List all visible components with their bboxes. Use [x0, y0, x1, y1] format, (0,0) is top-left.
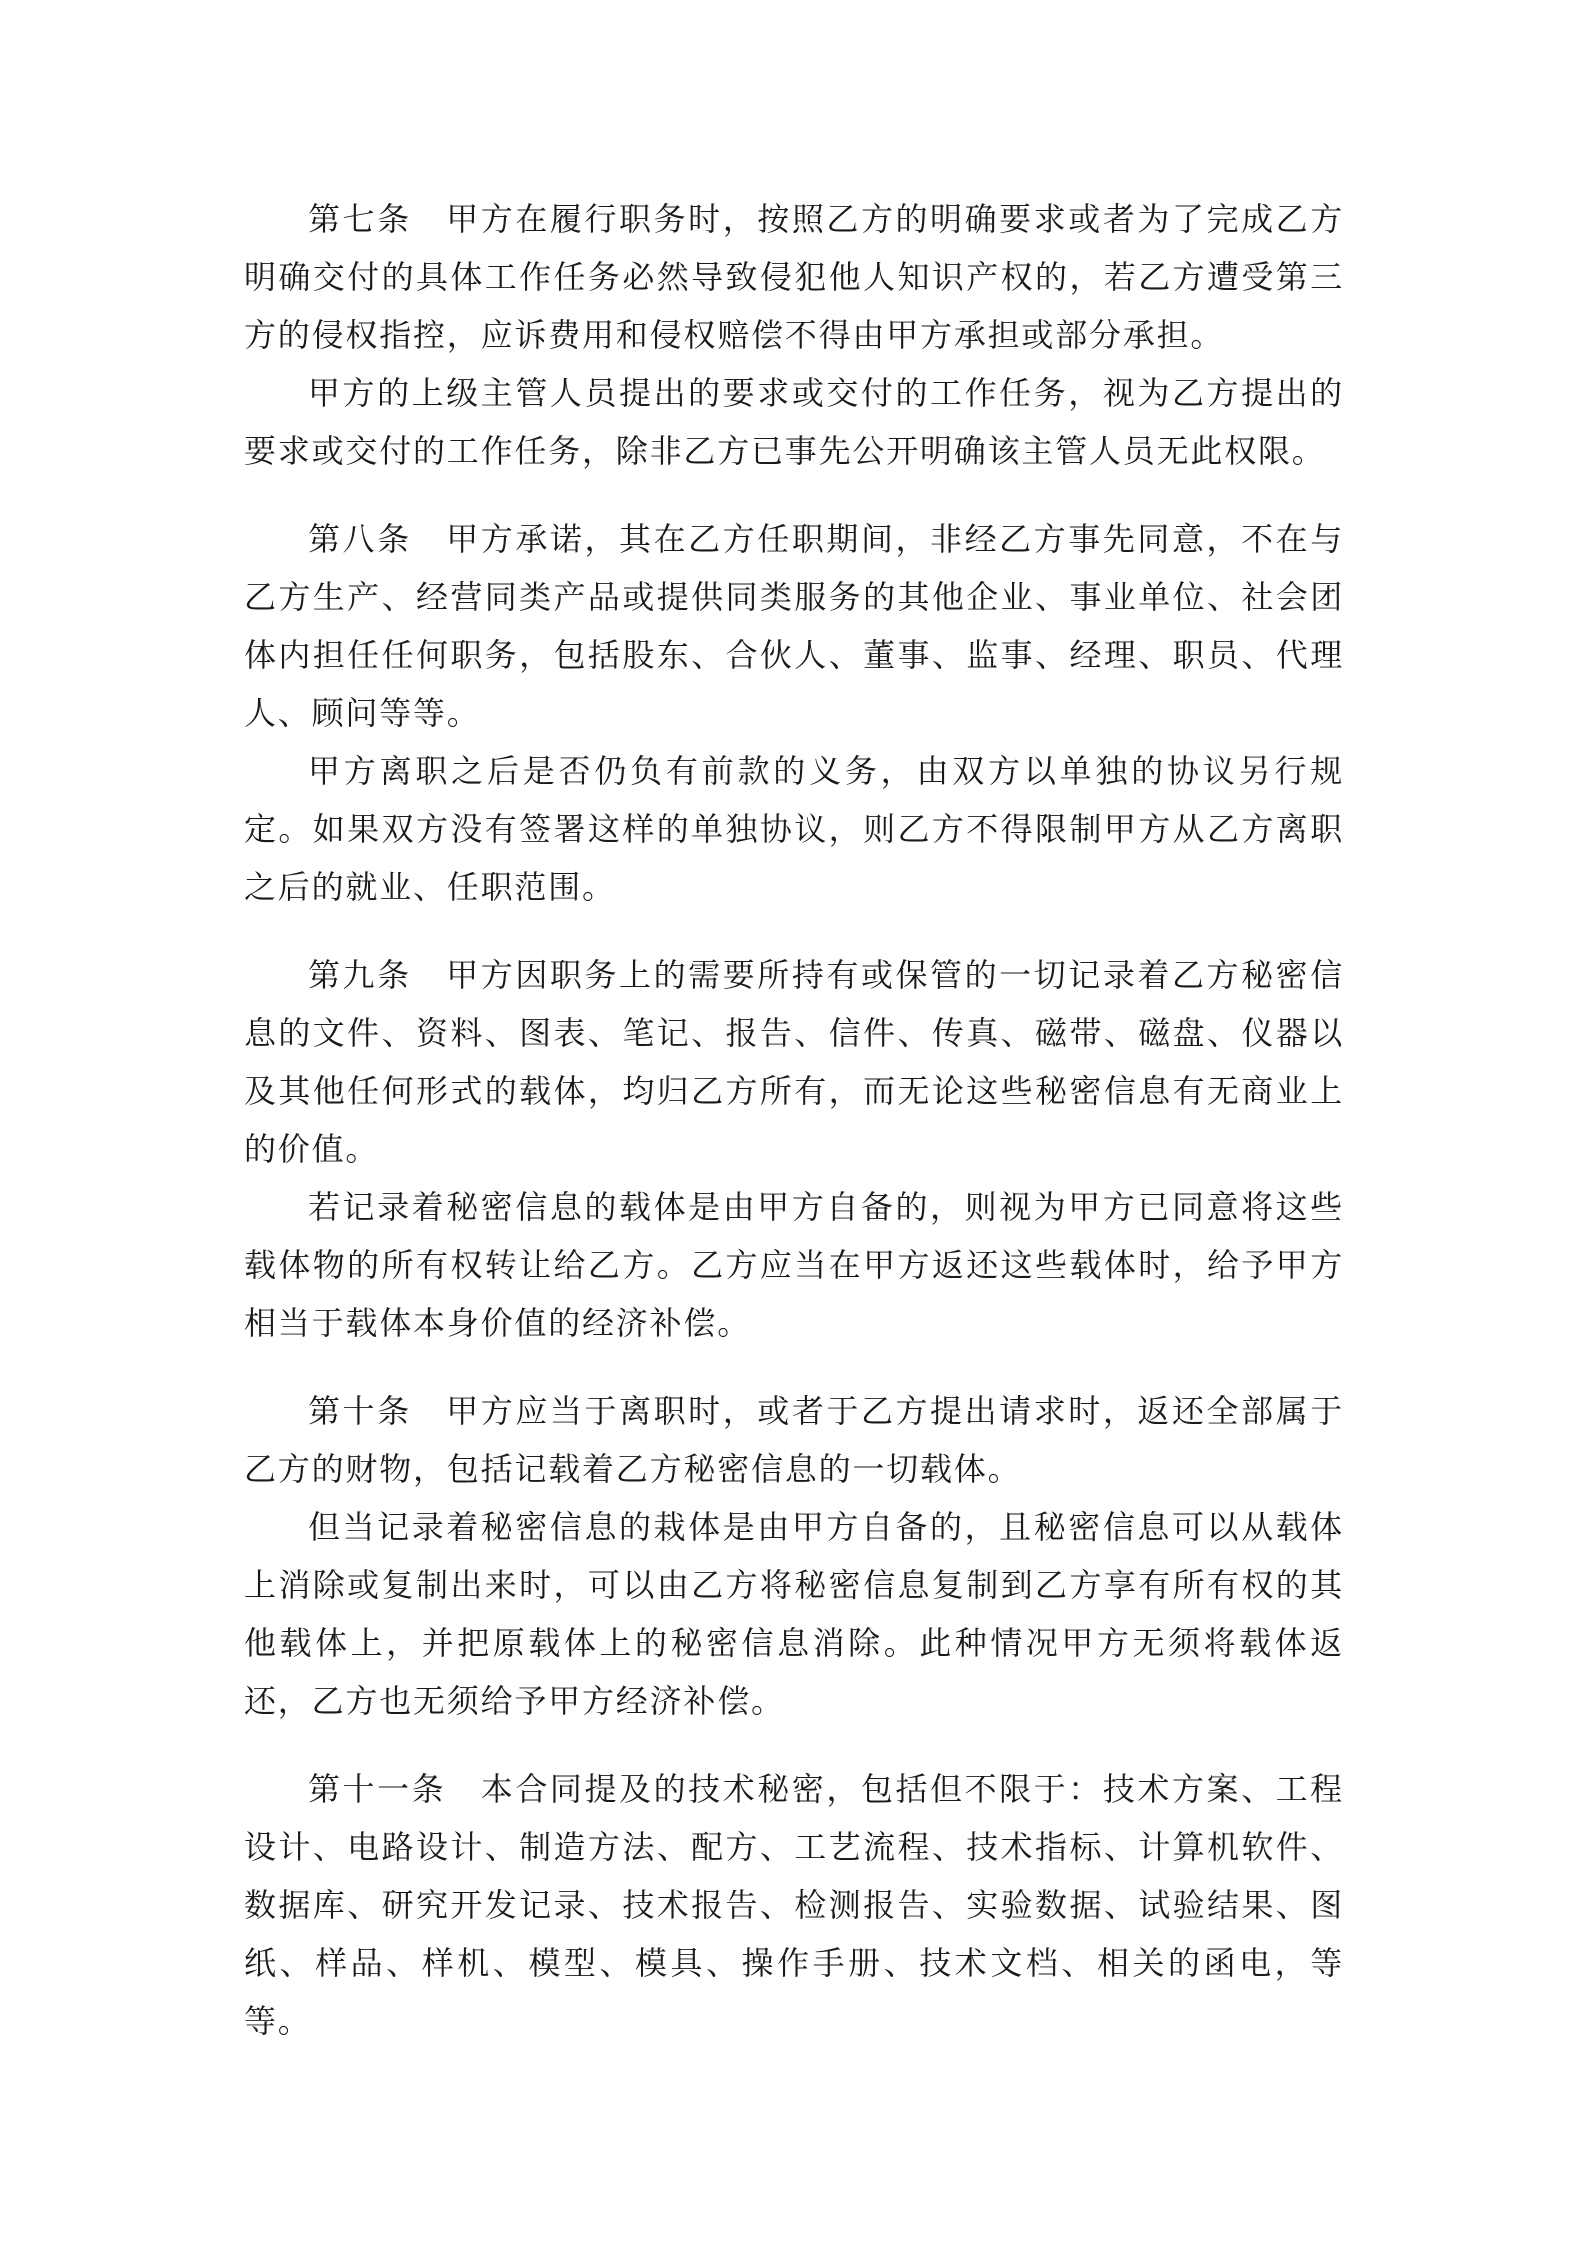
article-paragraph-continued: 若记录着秘密信息的载体是由甲方自备的，则视为甲方已同意将这些载体物的所有权转让给乙方。乙方应当在甲方返还这些载体时，给予甲方相当于载体本身价值的经济补偿。: [244, 1188, 1344, 1342]
article-paragraph: [244, 946, 1344, 1178]
article-7: [244, 190, 1344, 480]
article-8: [244, 510, 1344, 916]
article-text: 甲方因职务上的需要所持有或保管的一切记录着乙方秘密信息的文件、资料、图表、笔记、报告、信件、传真、磁带、磁盘、仪器以及其他任何形式的载体，均归乙方所有，而无论这些秘密信息有无商业上的价值。: [244, 956, 1344, 1168]
article-paragraph: [244, 1382, 1344, 1498]
article-10: [244, 1382, 1344, 1730]
article-text: 甲方应当于离职时，或者于乙方提出请求时，返还全部属于乙方的财物，包括记载着乙方秘密信息的一切载体。: [244, 1392, 1344, 1488]
article-heading: 第七条: [308, 200, 412, 238]
article-11: [244, 1760, 1344, 2050]
article-text: 本合同提及的技术秘密，包括但不限于：技术方案、工程设计、电路设计、制造方法、配方、工艺流程、技术指标、计算机软件、数据库、研究开发记录、技术报告、检测报告、实验数据、试验结果、图纸、样品、样机、模型、模具、操作手册、技术文档、相关的函电，等等。: [244, 1770, 1344, 2040]
article-text: 甲方在履行职务时，按照乙方的明确要求或者为了完成乙方明确交付的具体工作任务必然导致侵犯他人知识产权的，若乙方遭受第三方的侵权指控，应诉费用和侵权赔偿不得由甲方承担或部分承担。: [244, 200, 1344, 354]
document-body: [244, 190, 1344, 2080]
article-heading: 第十一条: [308, 1770, 447, 1808]
article-paragraph: [244, 1760, 1344, 2050]
article-text: 甲方承诺，其在乙方任职期间，非经乙方事先同意，不在与乙方生产、经营同类产品或提供同类服务的其他企业、事业单位、社会团体内担任任何职务，包括股东、合伙人、董事、监事、经理、职员、代理人、顾问等等。: [244, 520, 1344, 732]
article-heading: 第八条: [308, 520, 412, 558]
article-heading: 第十条: [308, 1392, 412, 1430]
article-paragraph-continued: 但当记录着秘密信息的栽体是由甲方自备的，且秘密信息可以从载体上消除或复制出来时，可以由乙方将秘密信息复制到乙方享有所有权的其他载体上，并把原载体上的秘密信息消除。此种情况甲方无须将载体返还，乙方也无须给予甲方经济补偿。: [244, 1508, 1344, 1720]
article-paragraph-continued: 甲方离职之后是否仍负有前款的义务，由双方以单独的协议另行规定。如果双方没有签署这样的单独协议，则乙方不得限制甲方从乙方离职之后的就业、任职范围。: [244, 752, 1344, 906]
article-paragraph: [244, 510, 1344, 742]
article-paragraph-continued: 甲方的上级主管人员提出的要求或交付的工作任务，视为乙方提出的要求或交付的工作任务，除非乙方已事先公开明确该主管人员无此权限。: [244, 374, 1344, 470]
article-9: [244, 946, 1344, 1352]
article-heading: 第九条: [308, 956, 412, 994]
article-paragraph: [244, 190, 1344, 364]
